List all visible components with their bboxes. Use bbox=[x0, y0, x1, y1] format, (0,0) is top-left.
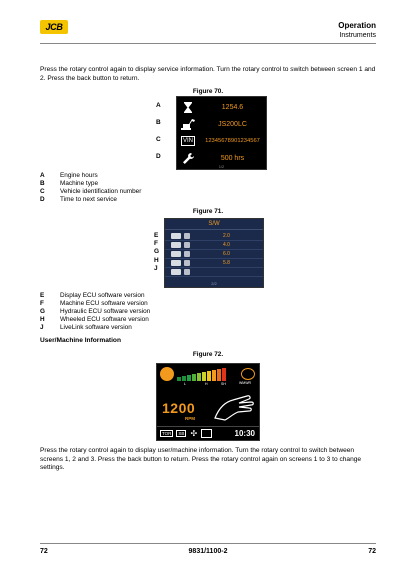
engine-hours-value: 1254.6 bbox=[221, 103, 244, 111]
throttle-bar-graph bbox=[177, 367, 237, 381]
machine-ecu-version: 4.0 bbox=[223, 242, 230, 248]
scale-label-l: L bbox=[184, 382, 186, 386]
machine-type-row bbox=[177, 116, 266, 132]
throttle-bar bbox=[177, 377, 181, 381]
legend-text: Machine ECU software version bbox=[60, 300, 148, 307]
figure-71-page-indicator: 2/2 bbox=[211, 281, 217, 286]
legend-item bbox=[40, 324, 150, 332]
engine-hours-row bbox=[177, 99, 266, 115]
vin-value: 12345678901234567 bbox=[205, 138, 260, 144]
legend-text: Vehicle identification number bbox=[60, 188, 142, 195]
figure-70-letter-a: A bbox=[156, 102, 161, 109]
jcb-logo: JCB bbox=[40, 20, 68, 34]
tor-icon: TOR bbox=[162, 431, 172, 436]
status-bar bbox=[157, 426, 259, 440]
legend-text: Hydraulic ECU software version bbox=[60, 308, 151, 315]
sw-row-wheeled bbox=[165, 259, 263, 268]
legend-text: Time to next service bbox=[60, 196, 117, 203]
legend-item bbox=[40, 180, 141, 188]
wheeled-ecu-sub-icon bbox=[184, 260, 190, 266]
figure-71-letter-j: J bbox=[154, 265, 158, 272]
legend-key: C bbox=[40, 188, 45, 195]
header-rule bbox=[40, 43, 376, 44]
legend-item bbox=[40, 292, 150, 300]
legend-key: E bbox=[40, 292, 45, 299]
hydraulic-ecu-version: 6.0 bbox=[223, 251, 230, 257]
legend-key: H bbox=[40, 316, 45, 323]
vin-icon bbox=[177, 134, 199, 148]
figure-71-software-screen bbox=[164, 218, 264, 288]
hourglass-icon bbox=[177, 100, 199, 114]
legend-text: LiveLink software version bbox=[60, 324, 132, 331]
throttle-bar bbox=[182, 376, 186, 381]
display-ecu-version: 2.0 bbox=[223, 233, 230, 239]
power-mode-label: WMWR bbox=[239, 381, 252, 385]
legend-key: B bbox=[40, 180, 45, 187]
user-machine-section-title: User/Machine Information bbox=[40, 337, 121, 344]
vin-label: VIN bbox=[182, 138, 193, 144]
excavator-icon bbox=[177, 117, 199, 131]
wheeled-ecu-icon bbox=[171, 260, 181, 266]
display-ecu-sub-icon bbox=[184, 233, 190, 239]
figure-70-letter-d: D bbox=[156, 153, 161, 160]
legend-key: G bbox=[40, 308, 45, 315]
figure-70-title: Figure 70. bbox=[192, 88, 224, 95]
sw-row-hydraulic bbox=[165, 250, 263, 259]
livelink-icon bbox=[171, 269, 181, 275]
sb-icon: SB bbox=[178, 431, 185, 436]
throttle-bar bbox=[197, 373, 201, 381]
legend-key: D bbox=[40, 196, 45, 203]
footer-rule bbox=[40, 543, 376, 544]
legend-key: J bbox=[40, 324, 44, 331]
throttle-bar bbox=[207, 371, 211, 381]
rpm-unit: RPM bbox=[185, 416, 195, 421]
hand-icon bbox=[211, 390, 255, 427]
legend-key: A bbox=[40, 172, 45, 179]
display-ecu-icon bbox=[171, 233, 181, 239]
grid-icon bbox=[201, 429, 212, 438]
legend-item bbox=[40, 196, 141, 204]
power-mode-icon bbox=[241, 368, 255, 380]
rpm-value: 1200 bbox=[162, 400, 196, 416]
legend-text: Machine type bbox=[60, 180, 99, 187]
figure-71-title: Figure 71. bbox=[192, 208, 224, 215]
legend-item bbox=[40, 172, 141, 180]
throttle-bar bbox=[202, 372, 206, 381]
outro-paragraph: Press the rotary control again to display user/machine information. Turn the rotary control to switch between screens 1, 2 and 3. Press the back button to return. Press the rotary control again on screens 1 to 3 to change settings. bbox=[40, 447, 362, 472]
section-title: Operation bbox=[338, 21, 376, 30]
figure-70-legend bbox=[40, 172, 141, 204]
wheeled-ecu-version: 5.8 bbox=[223, 260, 230, 266]
section-subtitle: Instruments bbox=[339, 32, 376, 39]
figure-70-service-screen bbox=[176, 96, 267, 170]
scale-label-sh: SH bbox=[221, 382, 226, 386]
throttle-bar bbox=[222, 368, 226, 381]
hydraulic-ecu-icon bbox=[171, 251, 181, 257]
machine-ecu-sub-icon bbox=[184, 242, 190, 248]
figure-70-page-indicator: 1/2 bbox=[218, 164, 225, 169]
throttle-bar bbox=[192, 374, 196, 381]
figure-72-title: Figure 72. bbox=[192, 351, 224, 358]
livelink-sub-icon bbox=[184, 269, 190, 275]
vin-row bbox=[177, 133, 266, 149]
legend-item bbox=[40, 300, 150, 308]
figure-70-letter-b: B bbox=[156, 119, 161, 126]
figure-70-letter-c: C bbox=[156, 136, 161, 143]
sw-row-livelink bbox=[165, 268, 263, 277]
throttle-bar bbox=[187, 375, 191, 381]
legend-item bbox=[40, 308, 150, 316]
figure-71-letter-h: H bbox=[154, 257, 159, 264]
machine-ecu-icon bbox=[171, 242, 181, 248]
hydraulic-ecu-sub-icon bbox=[184, 251, 190, 257]
wrench-icon bbox=[177, 151, 199, 165]
figure-71-legend bbox=[40, 292, 150, 332]
machine-type-value: JS200LC bbox=[218, 120, 247, 128]
legend-text: Engine hours bbox=[60, 172, 98, 179]
throttle-bar bbox=[217, 369, 221, 381]
document-number: 9831/1100-2 bbox=[188, 548, 228, 555]
figure-71-letter-f: F bbox=[154, 240, 158, 247]
legend-item bbox=[40, 316, 150, 324]
legend-key: F bbox=[40, 300, 44, 307]
service-value: 500 hrs bbox=[220, 154, 245, 162]
jcb-emblem-icon bbox=[160, 367, 174, 381]
sw-row-machine bbox=[165, 241, 263, 250]
page-number-right: 72 bbox=[368, 548, 376, 555]
fan-icon: ✣ bbox=[190, 429, 198, 438]
clock-time: 10:30 bbox=[234, 429, 255, 438]
throttle-bar bbox=[212, 370, 216, 381]
legend-item bbox=[40, 188, 141, 196]
software-heading: S/W bbox=[165, 219, 263, 230]
legend-text: Wheeled ECU software version bbox=[60, 316, 149, 323]
figure-71-letter-g: G bbox=[154, 248, 160, 255]
figure-72-user-screen bbox=[156, 363, 260, 441]
legend-text: Display ECU software version bbox=[60, 292, 145, 299]
page-number-left: 72 bbox=[40, 548, 48, 555]
sw-row-display bbox=[165, 232, 263, 241]
figure-71-letter-e: E bbox=[154, 232, 159, 239]
intro-paragraph: Press the rotary control again to display service information. Turn the rotary control to switch between screen 1 and 2. Press the back button to return. bbox=[40, 66, 376, 82]
scale-label-h: H bbox=[205, 382, 208, 386]
